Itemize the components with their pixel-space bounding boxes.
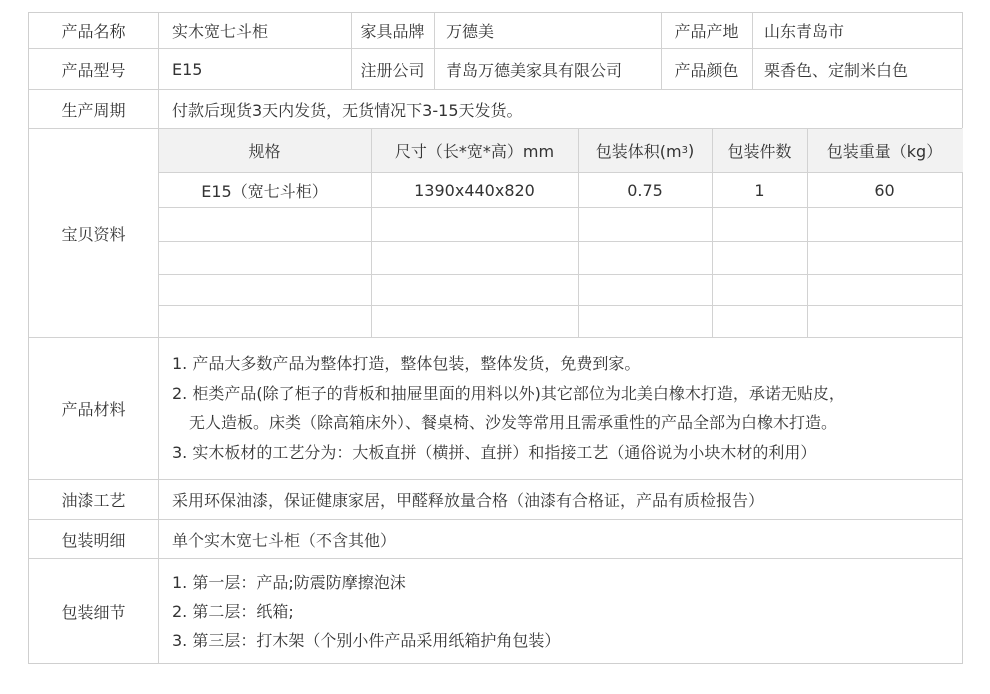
pack-detail-line-2: 2. 第二层：纸箱; — [172, 602, 294, 621]
spec-cell-pieces: 1 — [754, 180, 765, 200]
color-label: 产品颜色 — [674, 60, 739, 80]
pack-detail-label: 包装细节 — [61, 602, 126, 622]
spec-section-label: 宝贝资料 — [61, 224, 126, 244]
brand-label: 家具品牌 — [360, 22, 425, 41]
volume-exponent: 3 — [681, 145, 688, 156]
pack-label: 包装明细 — [61, 530, 126, 550]
divider — [29, 337, 962, 338]
spec-header-size: 规格 — [248, 142, 281, 161]
company-label: 注册公司 — [360, 60, 425, 80]
model-label: 产品型号 — [61, 60, 126, 80]
spec-cell-volume: 0.75 — [627, 180, 663, 200]
spec-header-pieces: 包装件数 — [727, 142, 792, 161]
product-info-table — [28, 12, 963, 664]
product-name-label: 产品名称 — [61, 22, 126, 41]
pack-detail-line-1: 1. 第一层：产品;防震防摩擦泡沫 — [172, 573, 406, 592]
origin-value: 山东青岛市 — [764, 22, 845, 41]
spec-cell-dimensions: 1390x440x820 — [414, 180, 535, 200]
cycle-value: 付款后现货3天内发货，无货情况下3-15天发货。 — [172, 100, 523, 120]
divider — [29, 558, 962, 559]
divider — [158, 207, 963, 208]
pack-value: 单个实木宽七斗柜（不含其他） — [172, 530, 397, 550]
spec-header-weight: 包装重量（kg） — [826, 142, 943, 161]
cycle-label: 生产周期 — [61, 100, 126, 120]
brand-value: 万德美 — [446, 22, 495, 41]
material-label: 产品材料 — [61, 400, 126, 419]
origin-label: 产品产地 — [674, 22, 739, 41]
spec-cell-size: E15（宽七斗柜） — [201, 181, 328, 201]
spec-header-volume — [578, 129, 712, 172]
paint-label: 油漆工艺 — [61, 491, 126, 510]
paint-value: 采用环保油漆，保证健康家居，甲醛释放量合格（油漆有合格证，产品有质检报告） — [172, 491, 765, 510]
material-line-4: 3. 实木板材的工艺分为：大板直拼（横拼、直拼）和指接工艺（通俗说为小块木材的利用） — [172, 443, 817, 462]
model-value: E15 — [172, 59, 203, 79]
product-name-value: 实木宽七斗柜 — [172, 22, 269, 41]
volume-label-close: ) — [687, 141, 695, 160]
color-value: 栗香色、定制米白色 — [764, 60, 909, 80]
company-value: 青岛万德美家具有限公司 — [446, 60, 623, 80]
material-line-3: 无人造板。床类（除高箱床外）、餐桌椅、沙发等常用且需承重性的产品全部为白橡木打造。 — [189, 413, 838, 432]
divider — [158, 305, 963, 306]
divider — [158, 274, 963, 275]
divider — [158, 241, 963, 242]
material-line-1: 1. 产品大多数产品为整体打造，整体包装，整体发货，免费到家。 — [172, 354, 641, 373]
pack-detail-line-3: 3. 第三层：打木架（个别小件产品采用纸箱护角包装） — [172, 631, 561, 650]
volume-label-text: 包装体积(m — [595, 142, 682, 161]
spec-header-dimensions: 尺寸（长*宽*高）mm — [394, 142, 555, 161]
spec-cell-weight: 60 — [874, 180, 895, 200]
material-line-2: 2. 柜类产品(除了柜子的背板和抽屉里面的用料以外)其它部位为北美白橡木打造，承诺无贴皮， — [172, 384, 845, 403]
